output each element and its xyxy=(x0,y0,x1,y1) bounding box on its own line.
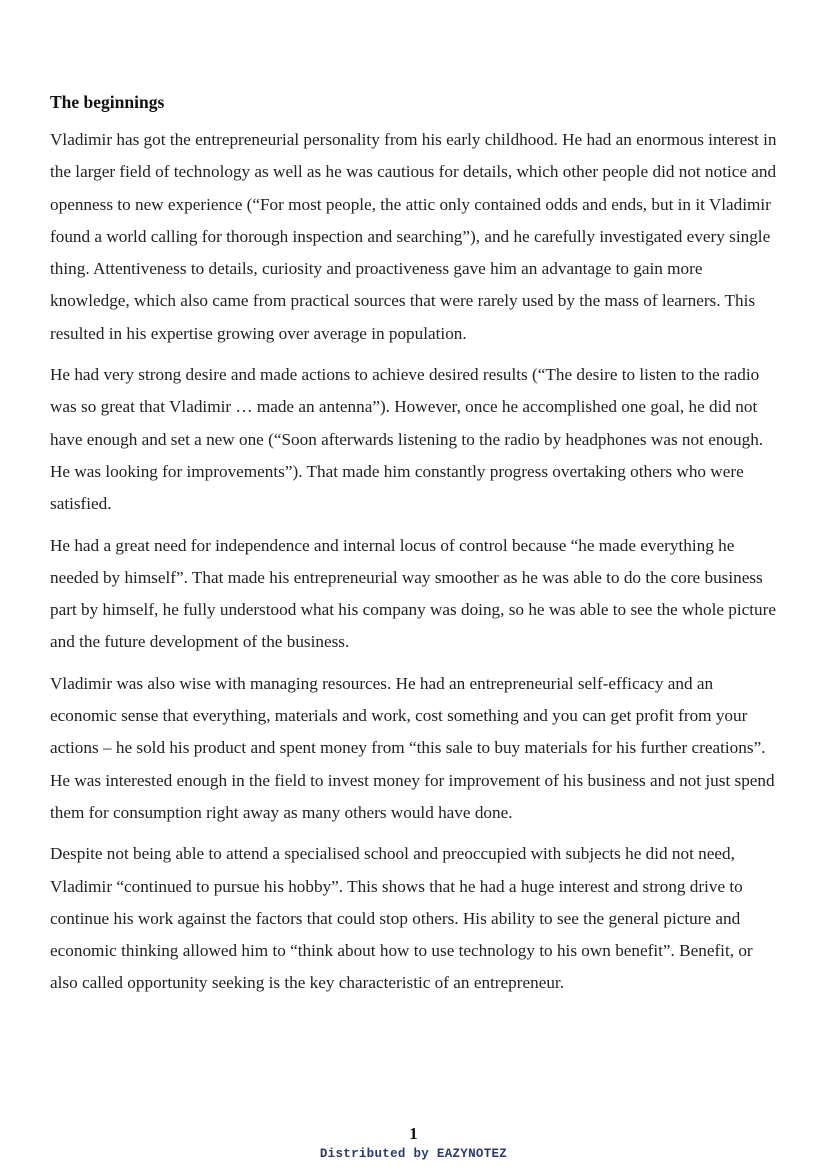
distribution-footer: Distributed by EAZYNOTEZ xyxy=(319,1147,508,1161)
paragraph-1: Vladimir has got the entrepreneurial personality from his early childhood. He had an enormous interest in the larger field of technology as well as he was cautious for details, which other people did not notice and openness to new experience (“For most people, the attic only contained odds and ends, but in it Vladimir found a world calling for thorough inspection and searching”), and he carefully investigated every single thing. Attentiveness to details, curiosity and proactiveness gave him an advantage to gain more knowledge, which also came from practical sources that were rarely used by the mass of learners. This resulted in his expertise growing over average in population. xyxy=(50,130,777,343)
section-heading: The beginnings xyxy=(50,92,165,112)
paragraph-3: He had a great need for independence and internal locus of control because “he made everything he needed by himself”. That made his entrepreneurial way smoother as he was able to do the core business part by himself, he fully understood what his company was doing, so he was able to see the whole picture and the future development of the business. xyxy=(50,535,777,652)
paragraph-4: Vladimir was also wise with managing resources. He had an entrepreneurial self-efficacy and an economic sense that everything, materials and work, cost something and you can get profit from your actions – he sold his product and spent money from “this sale to buy materials for his further creations”. He was interested enough in the field to invest money for improvement of his business and not just spend them for consumption right away as many others would have done. xyxy=(50,673,775,822)
paragraph-2: He had very strong desire and made actions to achieve desired results (“The desire to listen to the radio was so great that Vladimir … made an antenna”). However, once he accomplished one goal, he did not have enough and set a new one (“Soon afterwards listening to the radio by headphones was not enough. He was looking for improvements”). That made him constantly progress overtaking others who were satisfied. xyxy=(50,365,764,514)
document-body xyxy=(50,88,782,1009)
page-number: 1 xyxy=(409,1124,418,1143)
paragraph-5: Despite not being able to attend a specialised school and preoccupied with subjects he did not need, Vladimir “continued to pursue his hobby”. This shows that he had a huge interest and strong drive to continue his work against the factors that could stop others. His ability to see the general picture and economic thinking allowed him to “think about how to use technology to his own benefit”. Benefit, or also called opportunity seeking is the key characteristic of an entrepreneur. xyxy=(50,844,753,993)
